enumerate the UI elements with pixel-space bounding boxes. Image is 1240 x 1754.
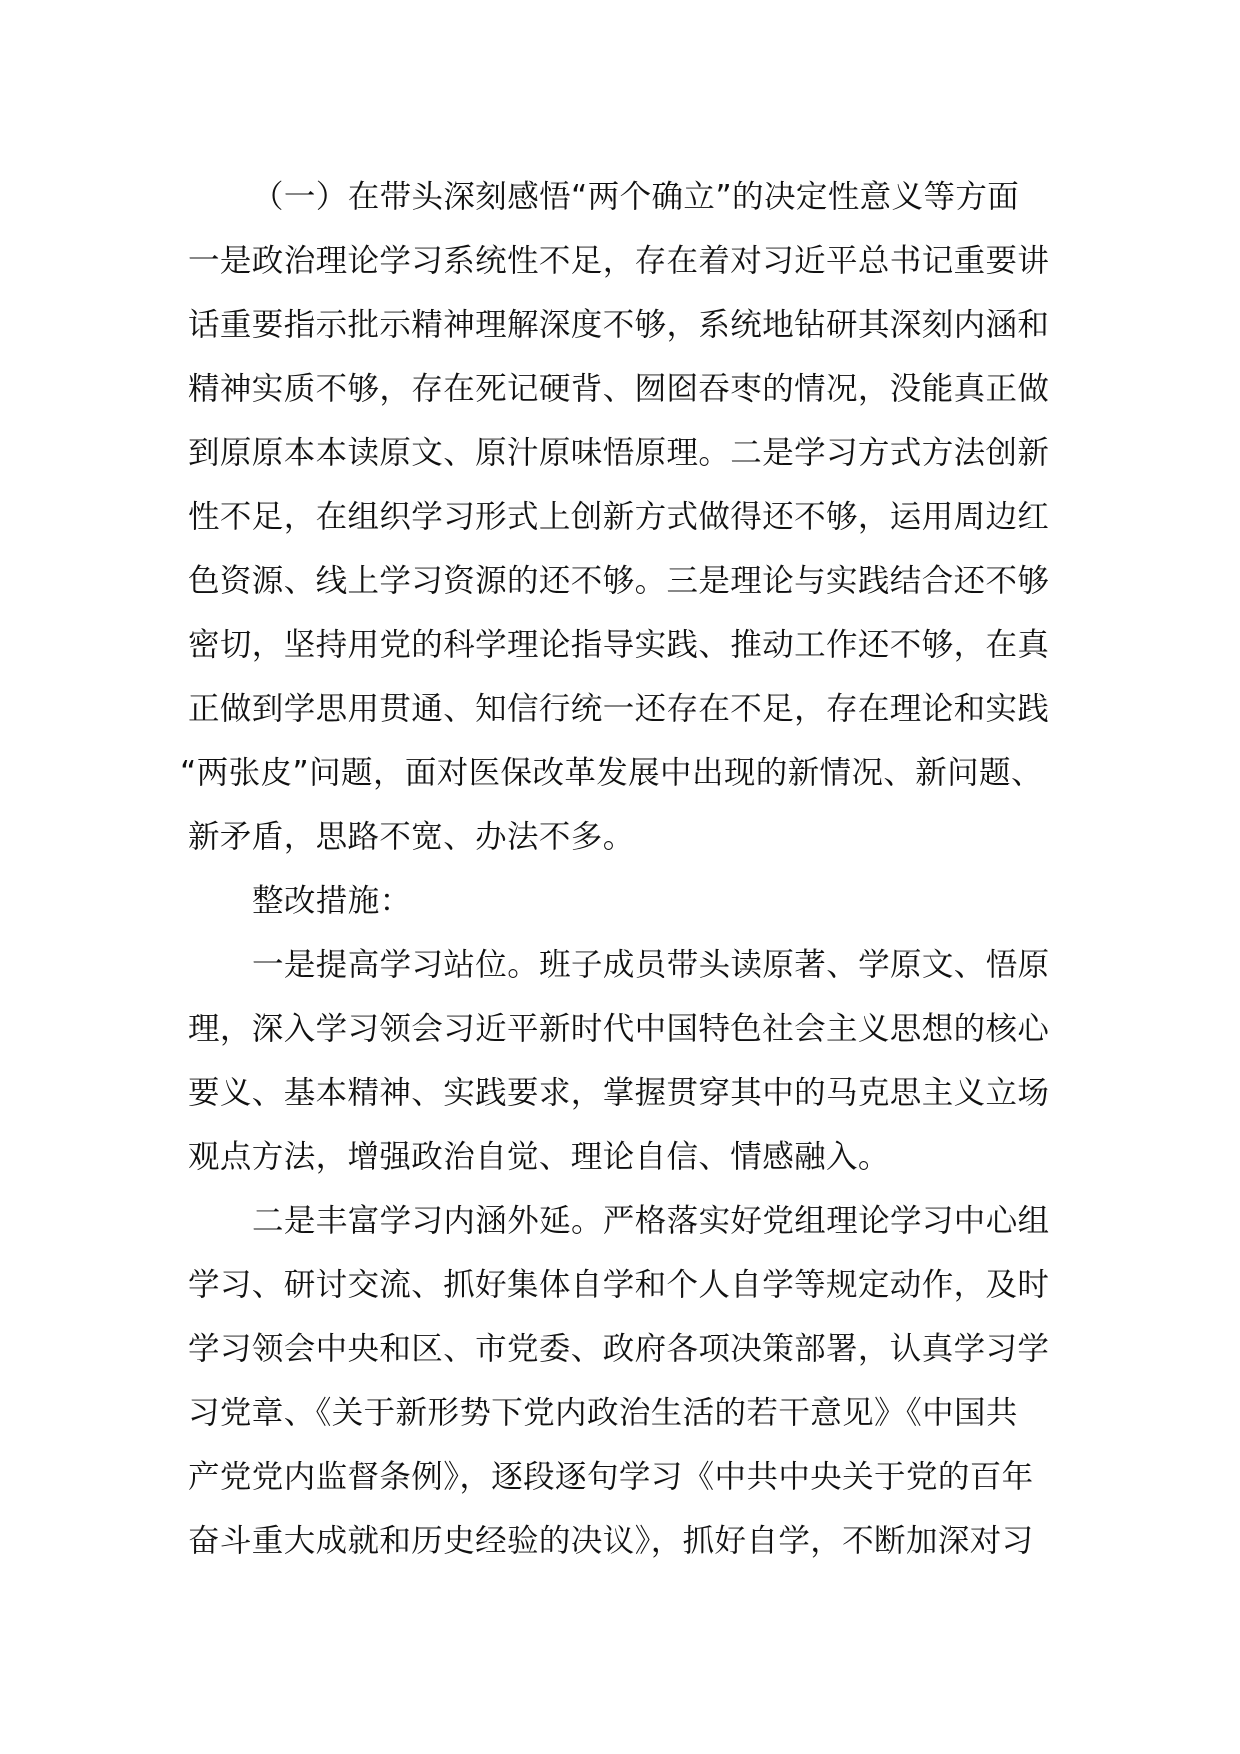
paragraph-line: 要义、基本精神、实践要求，掌握贯穿其中的马克思主义立场 [188,1075,1050,1111]
paragraph-line: 新矛盾，思路不宽、办法不多。 [188,819,635,855]
paragraph-line: 到原原本本读原文、原汁原味悟原理。二是学习方式方法创新 [188,435,1050,471]
paragraph-line: 密切，坚持用党的科学理论指导实践、推动工作还不够，在真 [188,627,1050,663]
paragraph-line: 二是丰富学习内涵外延。严格落实好党组理论学习中心组 [252,1203,1050,1239]
paragraph-line: 产党党内监督条例》，逐段逐句学习《中共中央关于党的百年 [188,1459,1034,1495]
paragraph-line: 一是政治理论学习系统性不足，存在着对习近平总书记重要讲 [188,243,1050,279]
paragraph-line: 学习、研讨交流、抓好集体自学和个人自学等规定动作，及时 [188,1267,1050,1303]
paragraph-line: 话重要指示批示精神理解深度不够，系统地钻研其深刻内涵和 [188,307,1050,343]
paragraph-line: 精神实质不够，存在死记硬背、囫囵吞枣的情况，没能真正做 [188,371,1050,407]
paragraph-line: 性不足，在组织学习形式上创新方式做得还不够，运用周边红 [188,499,1050,535]
paragraph-line: 奋斗重大成就和历史经验的决议》，抓好自学，不断加深对习 [188,1523,1034,1559]
paragraph-line: “两张皮”问题，面对医保改革发展中出现的新情况、新问题、 [180,755,1043,791]
paragraph-line: 正做到学思用贯通、知信行统一还存在不足，存在理论和实践 [188,691,1050,727]
paragraph-line: 色资源、线上学习资源的还不够。三是理论与实践结合还不够 [188,563,1050,599]
section-heading: （一）在带头深刻感悟“两个确立”的决定性意义等方面 [252,179,1020,215]
paragraph-line: 学习领会中央和区、市党委、政府各项决策部署，认真学习学 [188,1331,1050,1367]
measures-heading: 整改措施： [252,883,412,919]
paragraph-line: 习党章、《关于新形势下党内政治生活的若干意见》《中国共 [188,1395,1018,1431]
paragraph-line: 理，深入学习领会习近平新时代中国特色社会主义思想的核心 [188,1011,1050,1047]
paragraph-line: 观点方法，增强政治自觉、理论自信、情感融入。 [188,1139,890,1175]
paragraph-line: 一是提高学习站位。班子成员带头读原著、学原文、悟原 [252,947,1050,983]
